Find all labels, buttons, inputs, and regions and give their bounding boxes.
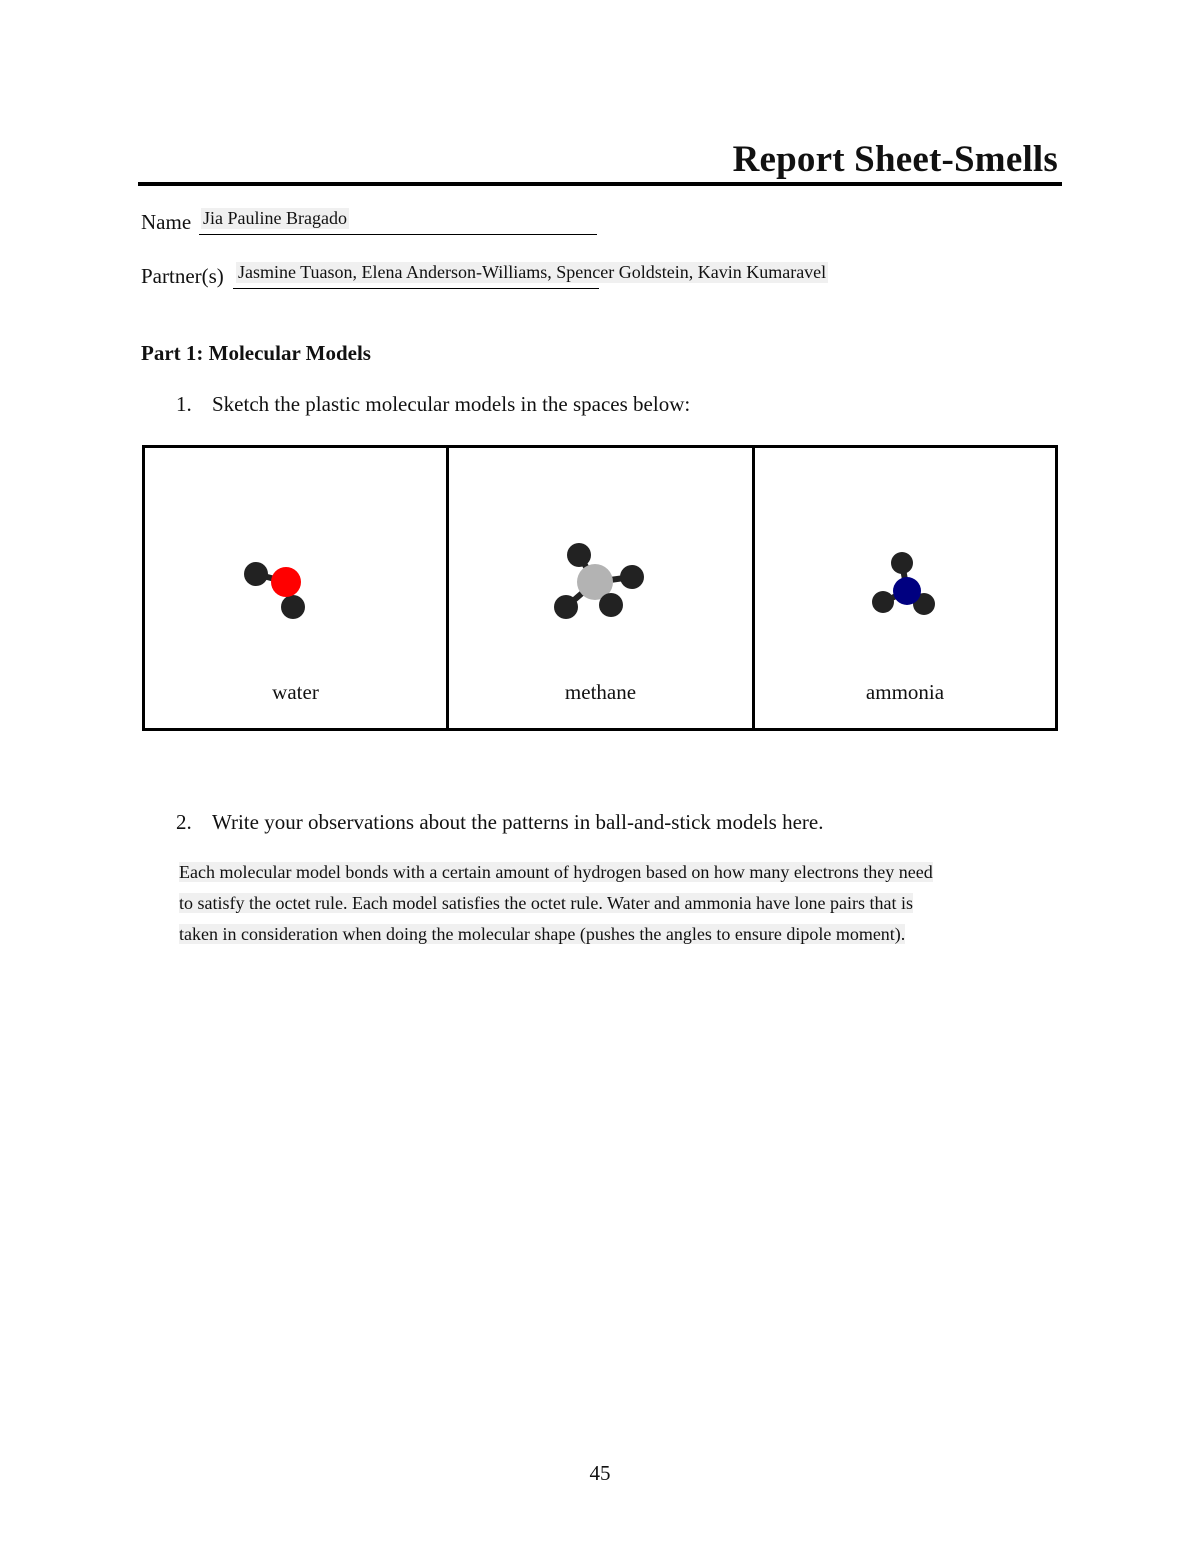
ammonia-cell — [752, 448, 1055, 728]
methane-caption: methane — [564, 680, 637, 704]
water-oxygen-atom — [271, 567, 301, 597]
water-cell — [145, 448, 446, 728]
q1-text: Sketch the plastic molecular models in the spaces below: — [212, 392, 691, 416]
name-underline — [199, 234, 597, 235]
name-field[interactable]: Jia Pauline Bragado — [203, 208, 347, 228]
partners-label: Partner(s) — [141, 264, 224, 288]
q1-number: 1. — [176, 392, 192, 416]
name-label: Name — [141, 210, 192, 234]
page-title: Report Sheet-Smells — [732, 139, 1058, 180]
water-caption: water — [272, 680, 319, 704]
ammonia-nitrogen-atom — [893, 577, 921, 605]
answer-line: taken in consideration when doing the molecular shape (pushes the angles to ensure dipole moment). — [179, 924, 906, 944]
partners-field[interactable]: Jasmine Tuason, Elena Anderson-Williams, Spencer Goldstein, Kavin Kumaravel — [238, 262, 827, 282]
methane-hydrogen-atom — [554, 595, 578, 619]
q2-text: Write your observations about the patterns in ball-and-stick models here. — [212, 810, 824, 834]
water-hydrogen-atom — [244, 562, 268, 586]
methane-model — [449, 448, 752, 678]
page-number: 45 — [589, 1461, 611, 1485]
water-hydrogen-atom — [281, 595, 305, 619]
methane-cell — [446, 448, 752, 728]
methane-hydrogen-atom — [567, 543, 591, 567]
answer-line: Each molecular model bonds with a certain amount of hydrogen based on how many electrons they need — [179, 862, 933, 882]
answer-line: to satisfy the octet rule. Each model satisfies the octet rule. Water and ammonia have lone pairs that is — [179, 893, 913, 913]
methane-hydrogen-atom — [620, 565, 644, 589]
methane-hydrogen-atom — [599, 593, 623, 617]
water-model — [145, 448, 445, 678]
q2-number: 2. — [176, 810, 192, 834]
ammonia-hydrogen-atom — [891, 552, 913, 574]
model-sketch-grid — [142, 445, 1058, 731]
title-rule — [138, 182, 1062, 186]
ammonia-model — [755, 448, 1055, 678]
observations-answer[interactable] — [179, 857, 1059, 950]
part1-heading: Part 1: Molecular Models — [141, 341, 371, 365]
ammonia-caption: ammonia — [865, 680, 945, 704]
ammonia-hydrogen-atom — [872, 591, 894, 613]
partners-underline — [233, 288, 599, 289]
